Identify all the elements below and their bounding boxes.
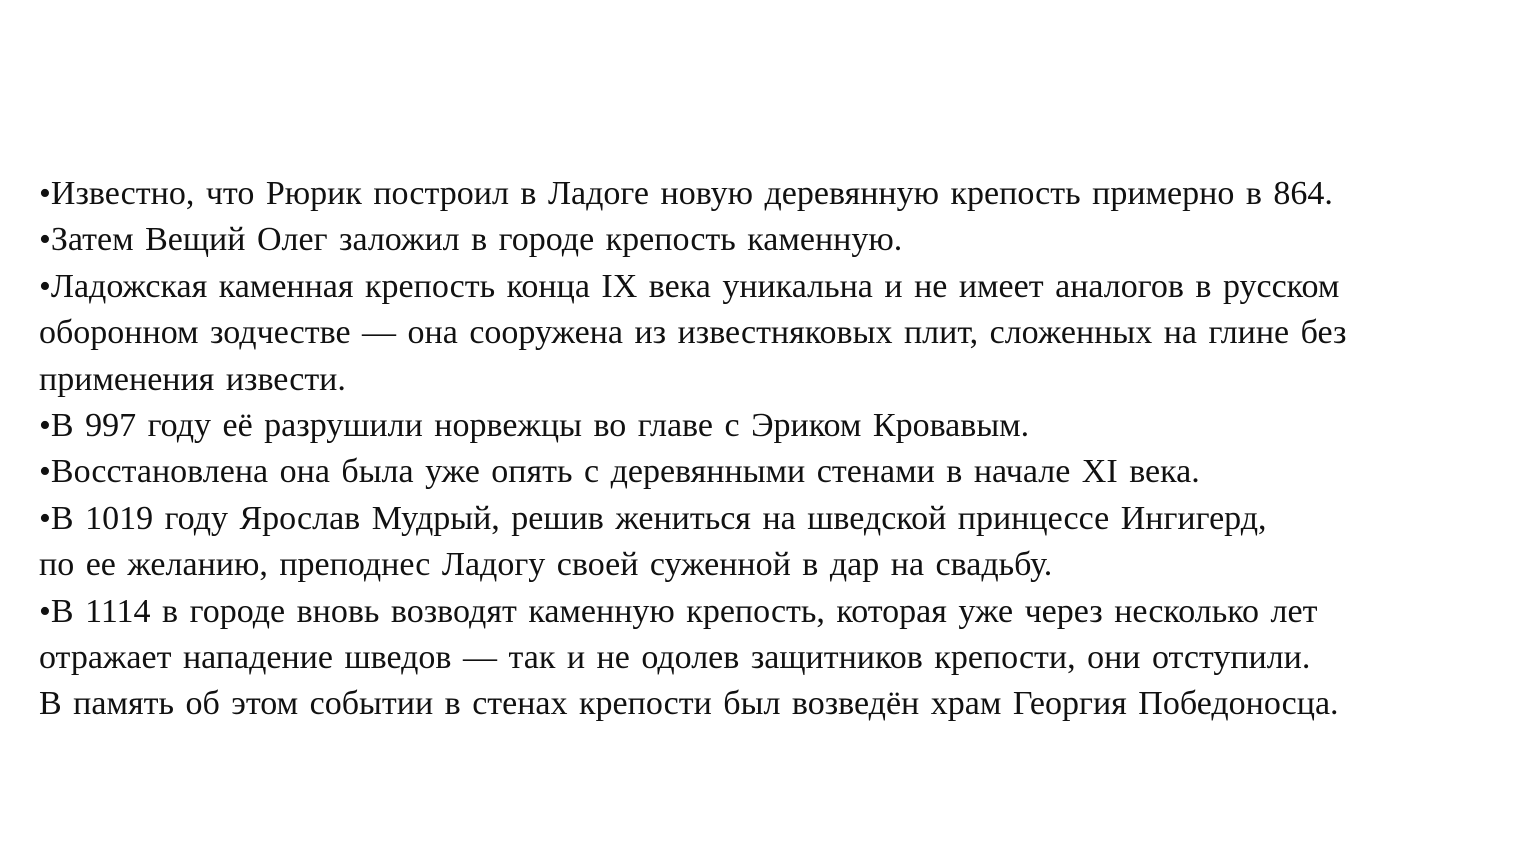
text-line: применения извести. xyxy=(39,360,346,398)
text-line: •Известно, что Рюрик построил в Ладоге новую деревянную крепость примерно в 864. xyxy=(39,175,1333,212)
text-line: •В 1019 году Ярослав Мудрый, решив жениться на шведской принцессе Ингигерд, xyxy=(39,499,1267,537)
body-text xyxy=(39,171,1519,728)
text-line: оборонном зодчестве — она сооружена из известняковых плит, сложенных на глине без xyxy=(39,314,1347,352)
text-line: •В 997 году её разрушили норвежцы во главе с Эриком Кровавым. xyxy=(39,407,1030,445)
text-line: •В 1114 в городе вновь возводят каменную крепость, которая уже через несколько лет xyxy=(39,592,1318,630)
text-line: •Затем Вещий Олег заложил в городе крепость каменную. xyxy=(39,221,903,259)
text-line: •Ладожская каменная крепость конца IX века уникальна и не имеет аналогов в русском xyxy=(39,267,1340,305)
text-line: •Восстановлена она была уже опять с деревянными стенами в начале XI века. xyxy=(39,453,1200,491)
text-line: по ее желанию, преподнес Ладогу своей суженной в дар на свадьбу. xyxy=(39,546,1053,584)
text-line: В память об этом событии в стенах крепости был возведён храм Георгия Победоносца. xyxy=(39,685,1339,723)
text-line: отражает нападение шведов — так и не одолев защитников крепости, они отступили. xyxy=(39,639,1311,677)
